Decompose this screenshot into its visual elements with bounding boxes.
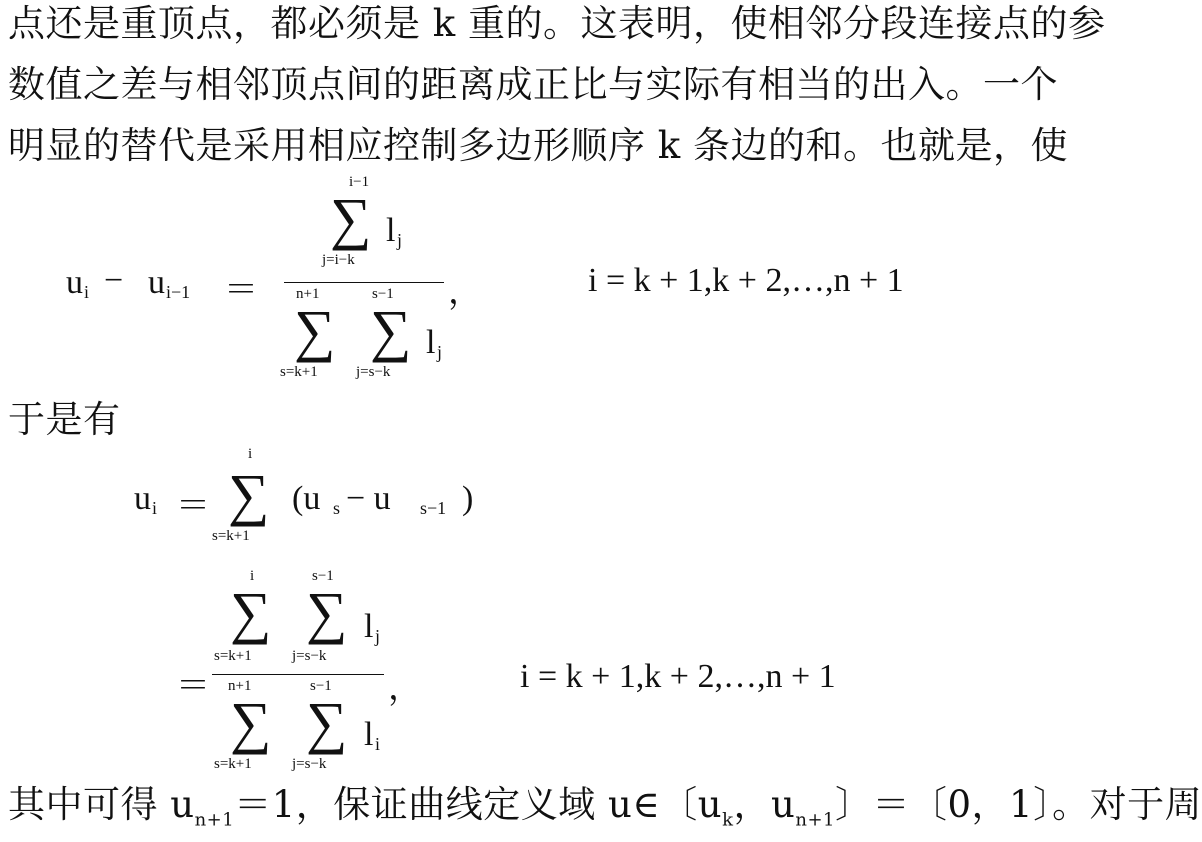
- eq1-u: u: [66, 264, 83, 301]
- eq1-sub-i1: i−1: [166, 282, 191, 302]
- eq1-den-sigma-1: ∑: [294, 298, 336, 363]
- eq3-comma: ，: [388, 670, 422, 707]
- line5-sub-2: k: [722, 809, 734, 831]
- eq1-num-sigma: ∑: [330, 186, 372, 251]
- eq3-num-lower-1: s=k+1: [214, 648, 252, 664]
- eq2-sigma: ∑: [228, 462, 270, 527]
- eq3-den-upper-2: s−1: [310, 678, 332, 694]
- eq2-term-close: ): [462, 480, 474, 517]
- eq2-term-open: (u: [292, 480, 321, 517]
- paragraph-line-4: 于是有: [8, 398, 121, 441]
- equation-1: [0, 170, 1125, 390]
- paragraph-line-3: 明显的替代是采用相应控制多边形顺序 k 条边的和。也就是，使: [8, 124, 1068, 167]
- eq1-den-upper-2: s−1: [372, 286, 394, 302]
- eq2-term-minus: − u: [346, 480, 391, 517]
- eq3-den-lower-1: s=k+1: [214, 756, 252, 772]
- eq1-u2: u: [148, 264, 165, 301]
- eq3-num-upper-1: i: [250, 568, 255, 584]
- eq1-num-term: l: [386, 212, 396, 249]
- paragraph-line-5: [8, 783, 1202, 842]
- eq2-sum-lower: s=k+1: [212, 528, 250, 544]
- line5-sub-3: n+1: [795, 809, 835, 831]
- eq3-num-term: l: [364, 608, 374, 645]
- eq1-den-term-sub: j: [437, 342, 443, 362]
- line5-part-3: ，u: [733, 783, 796, 826]
- line5-part-2: ＝1，保证曲线定义域 u∈〔u: [234, 783, 723, 826]
- eq3-condition: i = k + 1,k + 2,…,n + 1: [520, 658, 836, 695]
- line5-sub-1: n+1: [194, 809, 235, 831]
- eq3-den-lower-2: j=s−k: [292, 756, 327, 772]
- equation-2: [0, 444, 1125, 554]
- eq3-num-sigma-2: ∑: [306, 580, 348, 645]
- eq3-num-lower-2: j=s−k: [292, 648, 327, 664]
- eq3-equals: ＝: [176, 668, 210, 705]
- eq1-minus: −: [104, 262, 124, 299]
- eq1-sub-i: i: [84, 282, 90, 302]
- paragraph-line-1: 点还是重顶点，都必须是 k 重的。这表明，使相邻分段连接点的参: [8, 2, 1106, 45]
- eq1-den-sigma-2: ∑: [370, 298, 412, 363]
- paragraph-line-2: 数值之差与相邻顶点间的距离成正比与实际有相当的出入。一个: [8, 63, 1058, 106]
- eq2-sum-upper: i: [248, 446, 253, 462]
- eq1-fraction-bar: [284, 282, 444, 283]
- eq1-den-term: l: [426, 324, 436, 361]
- eq2-term-sub-s: s: [333, 498, 341, 518]
- eq1-den-lower-1: s=k+1: [280, 364, 318, 380]
- eq3-den-term-sub: i: [375, 734, 381, 754]
- eq1-num-term-sub: j: [397, 230, 403, 250]
- eq1-equals: ＝: [224, 272, 258, 309]
- eq3-num-sigma-1: ∑: [230, 580, 272, 645]
- eq1-condition: i = k + 1,k + 2,…,n + 1: [588, 262, 904, 299]
- eq3-den-term: l: [364, 716, 374, 753]
- line5-part-1: 其中可得 u: [8, 783, 195, 826]
- eq3-den-sigma-2: ∑: [306, 690, 348, 755]
- eq1-num-lower: j=i−k: [322, 252, 355, 268]
- eq2-equals: ＝: [176, 488, 210, 525]
- eq2-u: u: [134, 480, 151, 517]
- line5-part-4: 〕＝〔0，1〕。对于周: [835, 783, 1202, 826]
- eq1-comma: ，: [448, 274, 482, 311]
- equation-3: [0, 566, 1125, 781]
- eq2-term-sub-s1: s−1: [420, 498, 447, 518]
- eq3-num-upper-2: s−1: [312, 568, 334, 584]
- eq1-num-upper: i−1: [349, 174, 370, 190]
- eq2-sub-i: i: [152, 498, 158, 518]
- eq3-den-upper-1: n+1: [228, 678, 252, 694]
- eq3-fraction-bar: [212, 674, 384, 675]
- eq1-den-upper-1: n+1: [296, 286, 320, 302]
- eq3-den-sigma-1: ∑: [230, 690, 272, 755]
- eq1-den-lower-2: j=s−k: [356, 364, 391, 380]
- eq3-num-term-sub: j: [375, 626, 381, 646]
